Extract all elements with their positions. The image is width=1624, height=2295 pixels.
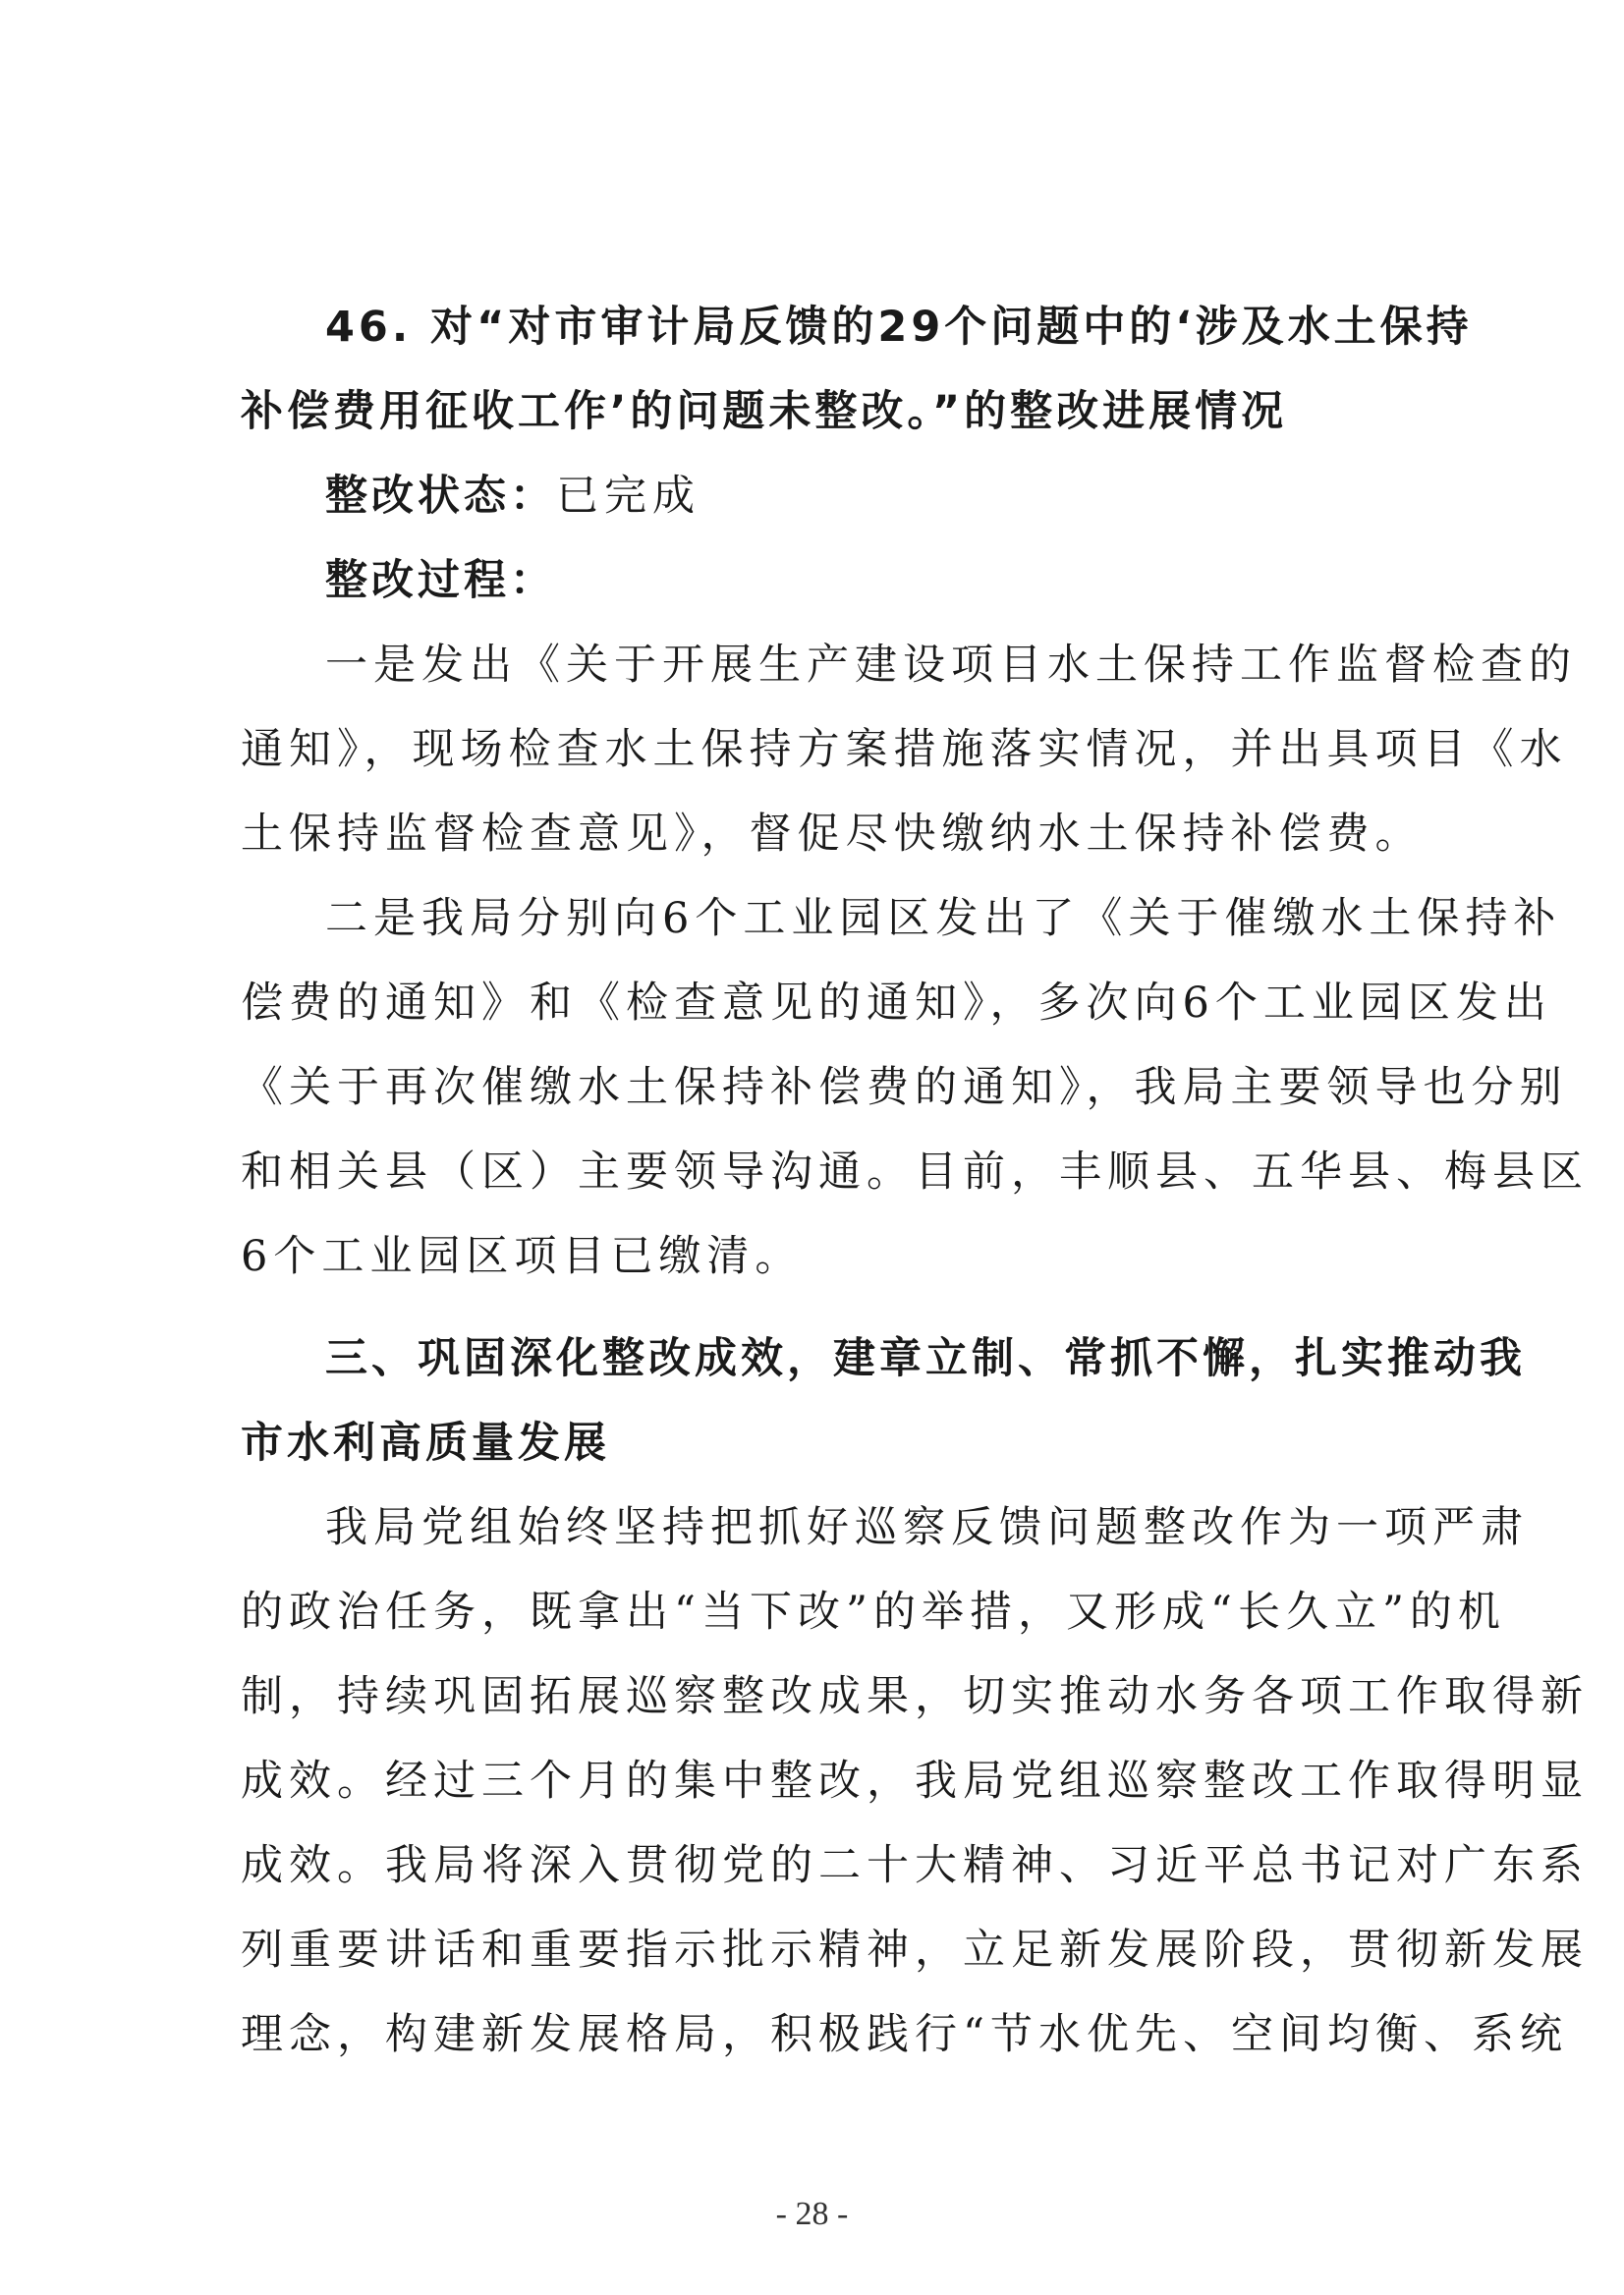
item-46-title-line-1: 46. 对“对市审计局反馈的29个问题中的‘涉及水土保持: [325, 303, 1473, 352]
paragraph-line: 通知》，现场检查水土保持方案措施落实情况，并出具项目《水: [241, 725, 1568, 774]
item-46-title-line-2: 补偿费用征收工作’的问题未整改。”的整改进展情况: [241, 387, 1288, 436]
paragraph-line: 偿费的通知》和《检查意见的通知》，多次向6个工业园区发出: [241, 979, 1552, 1028]
document-body: [241, 285, 1589, 2077]
status-value: 已完成: [556, 472, 700, 521]
paragraph-line: 成效。我局将深入贯彻党的二十大精神、习近平总书记对广东系: [241, 1841, 1589, 1890]
section-3-heading-line-2: 市水利高质量发展: [241, 1419, 610, 1468]
process-paragraph-1: [241, 623, 1577, 876]
paragraph-line: 一是发出《关于开展生产建设项目水土保持工作监督检查的: [325, 641, 1577, 690]
process-paragraph-2: [241, 876, 1589, 1299]
section-3-heading-line-1: 三、巩固深化整改成效，建章立制、常抓不懈，扎实推动我: [325, 1334, 1526, 1383]
paragraph-line: 的政治任务，既拿出“当下改”的举措，又形成“长久立”的机: [241, 1588, 1506, 1637]
paragraph-line: 土保持监督检查意见》，督促尽快缴纳水土保持补偿费。: [241, 810, 1424, 859]
paragraph-line: 二是我局分别向6个工业园区发出了《关于催缴水土保持补: [325, 894, 1562, 943]
status-label: 整改状态：: [325, 472, 556, 521]
paragraph-line: 和相关县（区）主要领导沟通。目前，丰顺县、五华县、梅县区: [241, 1148, 1589, 1197]
section-3-paragraph: [241, 1485, 1589, 2077]
paragraph-line: 理念，构建新发展格局，积极践行“节水优先、空间均衡、系统: [241, 2010, 1568, 2059]
page-number: - 28 -: [775, 2196, 849, 2232]
status-line: [241, 454, 1429, 538]
paragraph-line: 列重要讲话和重要指示批示精神，立足新发展阶段，贯彻新发展: [241, 1926, 1589, 1975]
paragraph-line: 我局党组始终坚持把抓好巡察反馈问题整改作为一项严肃: [325, 1503, 1529, 1552]
paragraph-line: 《关于再次催缴水土保持补偿费的通知》，我局主要领导也分别: [241, 1063, 1568, 1112]
process-label: 整改过程：: [325, 556, 556, 605]
paragraph-line: 6个工业园区项目已缴清。: [241, 1232, 804, 1281]
paragraph-line: 制，持续巩固拓展巡察整改成果，切实推动水务各项工作取得新: [241, 1672, 1589, 1721]
paragraph-line: 成效。经过三个月的集中整改，我局党组巡察整改工作取得明显: [241, 1757, 1589, 1806]
